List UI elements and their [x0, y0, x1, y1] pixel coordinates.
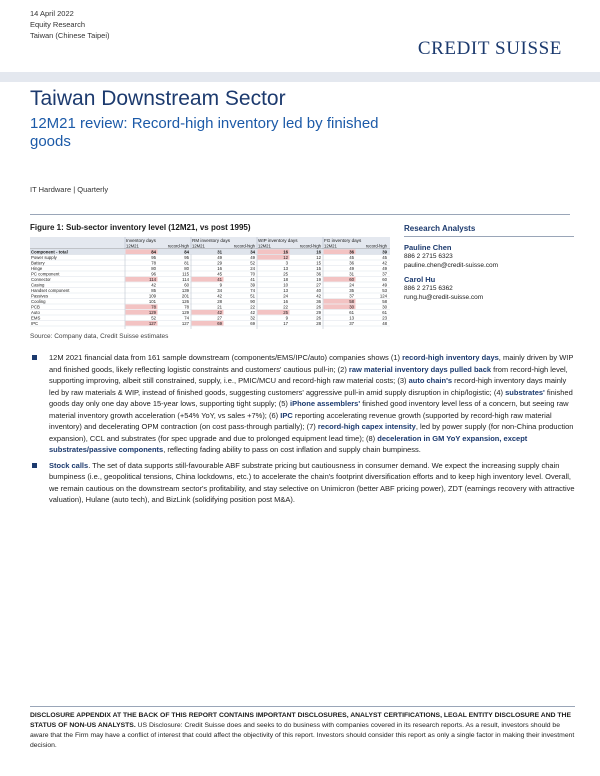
table-cell: 16 [283, 298, 288, 304]
disclosure-text: US Disclosure: Credit Suisse does and seeks to do business with companies covered in its research reports. As a result, investors should be aware that the Firm may have a conflict of interest that could affect the objectivity of this report. Investors should consider this report as only a single factor in making their investment decision. [30, 722, 575, 749]
table-cell: 36 [316, 298, 321, 304]
table-cell: 22 [283, 304, 288, 310]
table-cell: 101 [148, 298, 156, 304]
row-label: Casing [31, 282, 45, 288]
table-cell: 114 [149, 276, 156, 282]
table-cell: 49 [217, 254, 222, 260]
table-cell: 80 [184, 265, 189, 271]
table-cell: 42 [217, 293, 222, 299]
table-cell: 60 [184, 282, 189, 288]
table-cell: 58 [382, 298, 387, 304]
analyst-name: Pauline Chen [404, 243, 452, 252]
table-cell: 30 [349, 304, 354, 310]
table-cell: 9 [285, 315, 288, 321]
table-cell: 23 [382, 315, 387, 321]
table-cell: 49 [349, 265, 354, 271]
bullet-emphasis: iPhone assemblers' [289, 399, 361, 408]
table-cell: 84 [151, 249, 156, 255]
table-cell: 31 [349, 271, 354, 277]
table-cell: 60 [382, 276, 387, 282]
bullet-text: from record-high level, supporting improving, albeit still constrained, supply, i.e., PMIC/MCU and record-high raw material costs; (3) [49, 364, 568, 385]
group-header: Inventory days [126, 238, 156, 243]
table-cell: 61 [382, 309, 387, 315]
table-cell: 16 [316, 249, 321, 255]
table-cell: 28 [316, 320, 321, 326]
subheader: record-high [167, 243, 189, 249]
table-cell: 36 [349, 260, 354, 266]
table-cell: 13 [349, 315, 354, 321]
table-cell: 42 [316, 293, 321, 299]
table-cell: 69 [217, 320, 222, 326]
table-cell: 45 [382, 254, 387, 260]
inventory-table-graphic [30, 237, 390, 329]
table-cell: 42 [217, 309, 222, 315]
table-cell: 115 [182, 271, 189, 277]
bullet-emphasis: substrates' [505, 387, 545, 397]
bullet-text: record-high inventory days mainly led by raw materials & WIP, instead of finished goods, suggesting customers' aggressive pull-in amid supply disruption in chip/logistic; (4) [49, 376, 567, 397]
table-cell: 24 [283, 293, 288, 299]
table-cell: 12 [316, 254, 321, 260]
table-cell: 15 [316, 265, 321, 271]
bullet-text: finished goods day only one day above 15-year lows, supporting tight supply; (5) [49, 387, 573, 408]
row-label: PC component [31, 271, 60, 277]
table-cell: 37 [349, 320, 354, 326]
table-cell: 3 [285, 260, 288, 266]
subheader: record-high [365, 243, 387, 249]
table-cell: 21 [217, 304, 222, 310]
bullet-emphasis: deceleration in GM YoY expansion, except substrates/passive components [49, 433, 528, 454]
bullet-emphasis: record-high inventory days [402, 353, 499, 362]
table-cell: 30 [382, 304, 387, 310]
table-cell: 24 [349, 282, 354, 288]
table-cell: 41 [217, 276, 222, 282]
table-cell: 51 [250, 293, 255, 299]
table-cell: 27 [316, 282, 321, 288]
table-cell: 70 [250, 271, 255, 277]
table-cell: 36 [349, 249, 354, 255]
figure-source: Source: Company data, Credit Suisse estimates [30, 333, 169, 340]
table-cell: 85 [151, 287, 156, 293]
table-cell: 61 [349, 309, 354, 315]
table-cell: 39 [250, 282, 255, 288]
row-label: EMS [31, 315, 41, 321]
figure-title: Figure 1: Sub-sector inventory level (12M21, vs post 1995) [30, 223, 251, 232]
table-cell: 13 [283, 265, 288, 271]
bullet-square-icon [32, 463, 37, 468]
row-label: Passives [31, 293, 49, 299]
table-cell: 39 [382, 249, 387, 255]
table-cell: 49 [250, 254, 255, 260]
disclosure-bold: DISCLOSURE APPENDIX AT THE BACK OF THIS REPORT CONTAINS IMPORTANT DISCLOSURES, ANALYST CERTIFICATIONS, LEGAL ENTITY DISCLOSURE AND THE STATUS OF NON-US ANALYSTS. [30, 712, 572, 729]
table-cell: 124 [379, 293, 387, 299]
table-cell: 10 [283, 282, 288, 288]
row-label: Auto [31, 309, 40, 315]
row-label: Hinge [31, 265, 43, 271]
summary-bullets [30, 352, 575, 510]
report-dept: Equity Research [30, 20, 86, 29]
page-title: Taiwan Downstream Sector [30, 87, 286, 110]
table-cell: 9 [219, 282, 222, 288]
bullet-text: . The set of data supports still-favourable ABF substrate pricing but cautiousness in consumer demand. We expect the increasing supply chain bumpiness (i.e., geopolitical tensions, China lockdowns, etc.) to accelerate the chain's footprint diversification efforts and to keep high inventory level. Overall, we remain cautious on the downstream sector's profitability, and stay selective on Unimicron (better ABF pricing power), ZDT (earnings recovery with attractive valuation), Hulane (auto tech), and BizLink (solidifying position post M&A). [49, 460, 575, 504]
report-date: 14 April 2022 [30, 9, 74, 18]
bullet-item [30, 460, 575, 506]
analyst-email[interactable]: pauline.chen@credit-suisse.com [404, 262, 499, 269]
table-cell: 26 [316, 304, 321, 310]
table-cell: 53 [382, 287, 387, 293]
analyst-email[interactable]: rung.hu@credit-suisse.com [404, 294, 484, 301]
bullet-emphasis: IPC [280, 410, 293, 420]
table-cell: 49 [382, 265, 387, 271]
page-subtitle: 12M21 review: Record-high inventory led by finished goods [30, 115, 379, 150]
bullet-square-icon [32, 355, 37, 360]
row-label: Battery [31, 260, 45, 266]
credit-suisse-logo: CREDIT SUISSE [417, 38, 562, 59]
table-cell: 127 [181, 320, 189, 326]
table-cell: 58 [349, 298, 354, 304]
table-cell: 80 [151, 265, 156, 271]
table-cell: 81 [184, 260, 189, 266]
bullet-text: , reflecting fading ability to pass on cost inflation and supply chain bumpiness. [163, 445, 421, 454]
inventory-table [30, 237, 390, 329]
table-cell: 114 [182, 276, 189, 282]
group-header: FG inventory days [324, 238, 362, 243]
subheader: record-high [299, 243, 321, 249]
table-cell: 90 [250, 298, 255, 304]
table-cell: 78 [151, 304, 156, 310]
table-cell: 69 [250, 320, 255, 326]
bullet-emphasis: raw material inventory days pulled back [348, 364, 492, 374]
table-cell: 95 [184, 254, 189, 260]
subheader: 12M21 [324, 243, 337, 249]
table-cell: 17 [283, 320, 288, 326]
analyst-phone: 886 2 2715 6323 [404, 253, 453, 260]
bullet-emphasis: auto chain's [408, 376, 453, 385]
table-cell: 95 [151, 254, 156, 260]
table-cell: 60 [349, 276, 354, 282]
table-cell: 139 [181, 287, 189, 293]
table-cell: 41 [250, 276, 255, 282]
table-cell: 126 [181, 298, 189, 304]
bullet-text: reporting accelerating revenue growth (supported by record-high raw material inventory) and decelerating OPM contraction (on cost pass-through partially); (7) [49, 410, 552, 431]
report-tags: IT Hardware | Quarterly [30, 185, 109, 194]
table-cell: 201 [181, 293, 189, 299]
table-cell: 74 [184, 315, 189, 321]
bullet-text: , mainly driven by WIP and finished goods, likely reflecting logistic constraints and customers' cautious pull-in; (2) [49, 353, 574, 374]
table-cell: 74 [250, 287, 255, 293]
table-cell: 37 [349, 293, 354, 299]
table-cell: 31 [217, 249, 222, 255]
table-cell: 127 [148, 320, 156, 326]
table-cell: 28 [217, 298, 222, 304]
table-cell: 15 [316, 260, 321, 266]
bullet-item [30, 352, 575, 456]
table-cell: 19 [316, 276, 321, 282]
table-cell: 13 [283, 287, 288, 293]
table-cell: 27 [217, 315, 222, 321]
report-region: Taiwan (Chinese Taipei) [30, 31, 110, 40]
analyst-name: Carol Hu [404, 275, 436, 284]
row-label: Power supply [31, 254, 57, 260]
table-cell: 34 [217, 287, 222, 293]
table-cell: 52 [151, 315, 156, 321]
analysts-header: Research Analysts [404, 224, 574, 237]
table-cell: 16 [217, 265, 222, 271]
table-cell: 84 [184, 249, 189, 255]
group-header: WIP inventory days [258, 238, 298, 243]
divider [30, 214, 570, 215]
table-cell: 36 [316, 271, 321, 277]
analyst-phone: 886 2 2715 6362 [404, 285, 453, 292]
table-cell: 42 [250, 309, 255, 315]
row-label: Handset component [31, 287, 70, 293]
subheader: 12M21 [258, 243, 271, 249]
table-cell: 42 [151, 282, 156, 288]
table-cell: 12 [283, 254, 288, 260]
table-cell: 29 [217, 260, 222, 266]
table-cell: 45 [217, 271, 222, 277]
report-meta [30, 8, 110, 41]
bullet-text: 12M 2021 financial data from 161 sample downstream (components/EMS/IPC/auto) companies shows (1) [49, 353, 403, 362]
table-cell: 129 [148, 309, 156, 315]
table-cell: 18 [283, 276, 288, 282]
bullet-emphasis: Stock calls [49, 460, 89, 470]
row-label: Cooling [31, 298, 46, 304]
table-cell: 22 [250, 304, 255, 310]
table-cell: 16 [283, 249, 288, 255]
table-cell: 32 [250, 315, 255, 321]
row-label: IPC [31, 320, 39, 326]
row-label: Component - total [31, 249, 68, 255]
table-cell: 25 [283, 271, 288, 277]
bullet-text: finished good inventory level less of a concern, but seeing raw material inventory growth acceleration (+54% YoY, vs sales +7%); (6) [49, 399, 569, 420]
table-cell: 34 [250, 249, 255, 255]
table-cell: 42 [382, 260, 387, 266]
table-cell: 40 [316, 287, 321, 293]
disclosure [30, 706, 575, 751]
subheader: record-high [233, 243, 255, 249]
table-cell: 78 [151, 260, 156, 266]
table-cell: 37 [382, 271, 387, 277]
table-cell: 52 [250, 260, 255, 266]
research-analysts [404, 224, 574, 302]
table-cell: 35 [349, 287, 354, 293]
table-cell: 26 [316, 315, 321, 321]
table-cell: 49 [382, 282, 387, 288]
table-cell: 78 [184, 304, 189, 310]
table-cell: 109 [148, 293, 156, 299]
table-cell: 96 [151, 271, 156, 277]
table-cell: 48 [382, 320, 387, 326]
bullet-emphasis: record-high capex intensity [317, 422, 416, 431]
row-label: Connector [31, 276, 51, 282]
table-cell: 24 [250, 265, 255, 271]
table-cell: 45 [349, 254, 354, 260]
subheader: 12M21 [192, 243, 205, 249]
subheader: 12M21 [126, 243, 139, 249]
table-cell: 129 [181, 309, 189, 315]
group-header: RM inventory days [192, 238, 231, 243]
bullet-text: , led by power supply (for non-China production expansion), CCL and substrates (for spec upgrade and due to prolonged equipment lead time); (8) [49, 422, 574, 443]
row-label: PCB [31, 304, 40, 310]
table-cell: 25 [283, 309, 288, 315]
table-cell: 29 [316, 309, 321, 315]
